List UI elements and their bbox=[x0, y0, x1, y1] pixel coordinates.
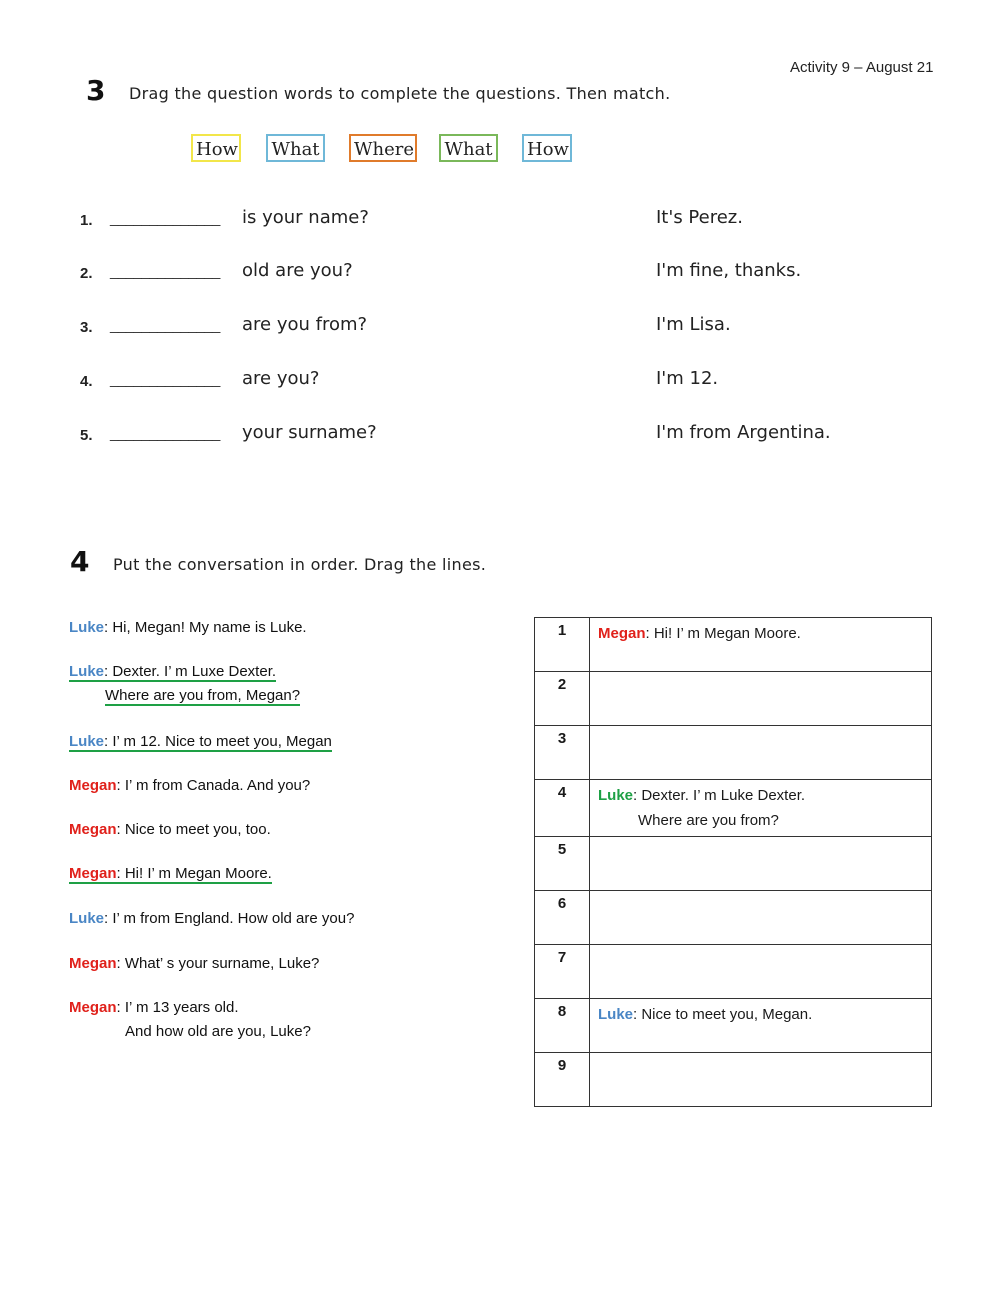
speaker-megan: Megan bbox=[598, 625, 646, 642]
conversation-order-table bbox=[534, 617, 932, 1107]
table-row bbox=[535, 618, 932, 672]
conversation-line-9[interactable] bbox=[69, 996, 311, 1044]
drop-slot-9[interactable] bbox=[590, 1053, 932, 1107]
speaker-megan: Megan bbox=[69, 955, 117, 972]
line-text: : Hi! I’ m Megan Moore. bbox=[116, 865, 272, 882]
speaker-luke: Luke bbox=[598, 787, 634, 804]
word-chip-what-1[interactable]: What bbox=[266, 134, 325, 162]
question-3-blank[interactable]: ______________ bbox=[110, 317, 220, 334]
speaker-megan: Megan bbox=[69, 777, 117, 794]
table-row bbox=[535, 672, 932, 726]
question-4-text: are you? bbox=[242, 368, 320, 389]
drop-slot-4[interactable] bbox=[590, 780, 932, 837]
line-text: : I’ m from England. How old are you? bbox=[104, 910, 355, 927]
word-chip-what-2[interactable]: What bbox=[439, 134, 498, 162]
answer-3-text[interactable]: I'm Lisa. bbox=[656, 314, 731, 335]
line-underlined bbox=[69, 663, 276, 682]
question-2-text: old are you? bbox=[242, 260, 353, 281]
question-1-blank[interactable]: ______________ bbox=[110, 210, 220, 227]
question-5-text: your surname? bbox=[242, 422, 377, 443]
line-text-continued: Where are you from, Megan? bbox=[105, 687, 301, 704]
answer-4-text[interactable]: I'm 12. bbox=[656, 368, 719, 389]
question-2-blank[interactable]: ______________ bbox=[110, 263, 220, 280]
drop-slot-1[interactable] bbox=[590, 618, 932, 672]
word-chip-how-1[interactable]: How bbox=[191, 134, 241, 162]
speaker-megan: Megan bbox=[69, 821, 117, 838]
row-number: 8 bbox=[535, 999, 590, 1053]
table-row bbox=[535, 891, 932, 945]
drop-slot-6[interactable] bbox=[590, 891, 932, 945]
table-row bbox=[535, 1053, 932, 1107]
section-3-instruction: Drag the question words to complete the questions. Then match. bbox=[129, 84, 671, 103]
table-row bbox=[535, 837, 932, 891]
row-number: 4 bbox=[535, 780, 590, 837]
speaker-luke: Luke bbox=[69, 733, 105, 750]
question-1-number: 1. bbox=[80, 212, 93, 229]
activity-date-note: Activity 9 – August 21 bbox=[790, 59, 934, 76]
answer-5-text[interactable]: I'm from Argentina. bbox=[656, 422, 831, 443]
speaker-luke: Luke bbox=[69, 663, 105, 680]
question-5-number: 5. bbox=[80, 427, 93, 444]
row-number: 5 bbox=[535, 837, 590, 891]
row-number: 7 bbox=[535, 945, 590, 999]
speaker-luke: Luke bbox=[598, 1006, 634, 1023]
question-4-number: 4. bbox=[80, 373, 93, 390]
row-text: : Nice to meet you, Megan. bbox=[633, 1006, 813, 1023]
speaker-luke: Luke bbox=[69, 910, 105, 927]
question-1-text: is your name? bbox=[242, 207, 369, 228]
conversation-line-1[interactable] bbox=[69, 616, 307, 640]
line-text-continued: And how old are you, Luke? bbox=[125, 1023, 311, 1040]
speaker-megan: Megan bbox=[69, 999, 117, 1016]
conversation-line-2[interactable] bbox=[69, 660, 300, 708]
line-text: : Hi, Megan! My name is Luke. bbox=[104, 619, 307, 636]
row-number: 2 bbox=[535, 672, 590, 726]
section-3-number: 3 bbox=[86, 74, 106, 107]
row-number: 9 bbox=[535, 1053, 590, 1107]
row-number: 6 bbox=[535, 891, 590, 945]
table-row bbox=[535, 780, 932, 837]
question-4-blank[interactable]: ______________ bbox=[110, 371, 220, 388]
question-2-number: 2. bbox=[80, 265, 93, 282]
row-text: : Hi! I’ m Megan Moore. bbox=[645, 625, 801, 642]
drop-slot-7[interactable] bbox=[590, 945, 932, 999]
section-4-number: 4 bbox=[70, 545, 90, 578]
conversation-line-3[interactable] bbox=[69, 730, 332, 754]
drop-slot-8[interactable] bbox=[590, 999, 932, 1053]
conversation-line-4[interactable] bbox=[69, 774, 310, 798]
drop-slot-3[interactable] bbox=[590, 726, 932, 780]
answer-2-text[interactable]: I'm fine, thanks. bbox=[656, 260, 802, 281]
conversation-line-8[interactable] bbox=[69, 952, 319, 976]
line-underlined bbox=[69, 865, 272, 884]
line-underlined bbox=[69, 733, 332, 752]
answer-1-text[interactable]: It's Perez. bbox=[656, 207, 743, 228]
word-chip-how-2[interactable]: How bbox=[522, 134, 572, 162]
section-4-instruction: Put the conversation in order. Drag the lines. bbox=[113, 555, 487, 574]
line-text: : Dexter. I’ m Luxe Dexter. bbox=[104, 663, 277, 680]
speaker-luke: Luke bbox=[69, 619, 105, 636]
table-row bbox=[535, 999, 932, 1053]
line-text: : Nice to meet you, too. bbox=[116, 821, 271, 838]
question-5-blank[interactable]: ______________ bbox=[110, 425, 220, 442]
conversation-line-5[interactable] bbox=[69, 818, 271, 842]
word-chip-where[interactable]: Where bbox=[349, 134, 417, 162]
line-text: : I’ m from Canada. And you? bbox=[116, 777, 311, 794]
row-number: 1 bbox=[535, 618, 590, 672]
line-text: : What’ s your surname, Luke? bbox=[116, 955, 320, 972]
row-number: 3 bbox=[535, 726, 590, 780]
speaker-megan: Megan bbox=[69, 865, 117, 882]
table-row bbox=[535, 726, 932, 780]
question-3-number: 3. bbox=[80, 319, 93, 336]
row-text: : Dexter. I’ m Luke Dexter. bbox=[633, 787, 806, 804]
drop-slot-5[interactable] bbox=[590, 837, 932, 891]
question-3-text: are you from? bbox=[242, 314, 368, 335]
line-text: : I’ m 12. Nice to meet you, Megan bbox=[104, 733, 332, 750]
conversation-line-6[interactable] bbox=[69, 862, 272, 886]
conversation-line-7[interactable] bbox=[69, 907, 354, 931]
table-row bbox=[535, 945, 932, 999]
row-text-continued: Where are you from? bbox=[638, 812, 779, 829]
line-text: : I’ m 13 years old. bbox=[116, 999, 239, 1016]
drop-slot-2[interactable] bbox=[590, 672, 932, 726]
